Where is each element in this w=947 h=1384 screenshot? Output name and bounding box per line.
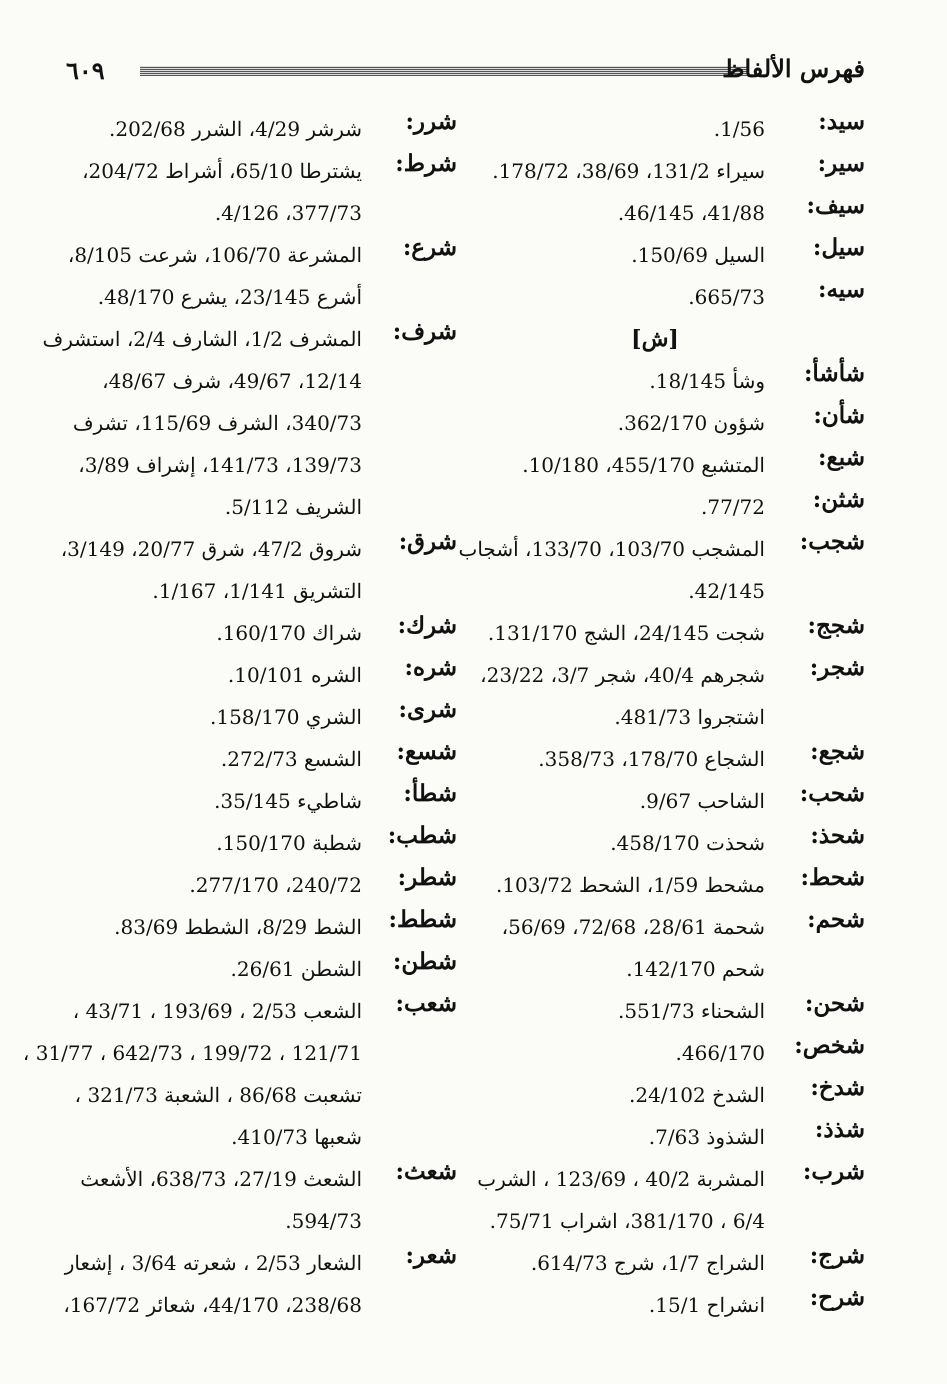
entry-headword: شذذ: xyxy=(814,1116,865,1143)
index-entry xyxy=(475,738,865,780)
index-entry xyxy=(475,108,865,150)
reference-line: الشط 8/29، الشطط 83/69. xyxy=(114,915,362,939)
entry-references xyxy=(45,234,362,318)
reference-line: الشعث 27/19، 638/73، الأشعث xyxy=(80,1167,362,1191)
reference-line: 466/170. xyxy=(675,1041,765,1065)
entry-references xyxy=(475,192,765,234)
reference-line: شعبها 410/73. xyxy=(231,1125,362,1149)
reference-line: الشره 10/101. xyxy=(227,663,362,687)
reference-line: المتشبع 455/170، 10/180. xyxy=(522,453,765,477)
index-entry xyxy=(475,234,865,276)
reference-line: سيراء 131/2، 38/69، 178/72. xyxy=(492,159,765,183)
entry-headword: شرع: xyxy=(402,234,457,261)
index-entry xyxy=(45,906,457,948)
index-entry xyxy=(475,192,865,234)
entry-headword: شرك: xyxy=(397,612,457,639)
entry-references xyxy=(475,276,765,318)
page-title: فهرس الألفاظ xyxy=(722,54,865,83)
reference-line: 6/4 ، 381/170، اشراب 75/71. xyxy=(489,1209,765,1233)
index-entry xyxy=(42,318,457,528)
entry-headword: شأن: xyxy=(813,402,865,429)
header-rule xyxy=(140,66,748,76)
reference-line: اشتجروا 481/73. xyxy=(614,705,765,729)
reference-line: 12/14، 49/67، شرف 48/67، xyxy=(102,369,362,393)
page-header xyxy=(0,52,947,92)
reference-line: السيل 150/69. xyxy=(631,243,765,267)
reference-line: المشجب 103/70، 133/70، أشجاب xyxy=(458,537,765,561)
entry-references xyxy=(45,822,362,864)
reference-line: الشعب 2/53 ، 193/69 ، 43/71 ، xyxy=(72,999,362,1023)
reference-line: أشرع 23/145، يشرع 48/170. xyxy=(97,285,362,309)
entry-references xyxy=(45,906,362,948)
reference-line: 1/56. xyxy=(713,117,765,141)
entry-references xyxy=(475,990,765,1032)
reference-line: الشجاع 178/70، 358/73. xyxy=(538,747,765,771)
entry-headword: شرق: xyxy=(398,528,457,555)
reference-line: 41/88، 46/145. xyxy=(617,201,765,225)
entry-headword: سيد: xyxy=(818,108,865,135)
entry-headword: شأشأ: xyxy=(803,360,865,387)
entry-references xyxy=(475,1284,765,1326)
entry-headword: شعب: xyxy=(395,990,457,1017)
entry-references xyxy=(475,1242,765,1284)
reference-line: الشسع 272/73. xyxy=(220,747,362,771)
entry-references xyxy=(475,360,765,402)
right-column xyxy=(458,108,865,1326)
reference-line: 42/145. xyxy=(688,579,765,603)
reference-line: الشحناء 551/73. xyxy=(617,999,765,1023)
reference-line: الشدخ 24/102. xyxy=(629,1083,765,1107)
entry-references xyxy=(475,108,765,150)
entry-references xyxy=(475,822,765,864)
reference-line: شجت 24/145، الشج 131/170. xyxy=(487,621,765,645)
reference-line: شطبة 150/170. xyxy=(216,831,362,855)
entry-references xyxy=(45,654,362,696)
reference-line: شحم 142/170. xyxy=(626,957,765,981)
index-entry xyxy=(45,150,457,234)
entry-references xyxy=(475,1032,765,1074)
reference-line: التشريق 1/141، 1/167. xyxy=(152,579,362,603)
index-entry xyxy=(45,780,457,822)
reference-line: الشاحب 9/67. xyxy=(639,789,765,813)
reference-line: شراك 160/170. xyxy=(216,621,362,645)
reference-line: مشحط 1/59، الشحط 103/72. xyxy=(495,873,765,897)
entry-references xyxy=(45,528,362,612)
reference-line: 238/68، 44/170، شعائر 167/72، xyxy=(63,1293,362,1317)
index-entry xyxy=(475,1074,865,1116)
reference-line: 139/73، 141/73، إشراف 3/89، xyxy=(78,453,362,477)
entry-references xyxy=(475,654,765,738)
index-entry xyxy=(45,528,457,612)
index-entry xyxy=(475,1284,865,1326)
index-entry xyxy=(475,612,865,654)
reference-line: المشرف 1/2، الشارف 2/4، استشرف xyxy=(42,327,362,351)
entry-headword: شرر: xyxy=(405,108,457,135)
index-entry xyxy=(475,276,865,318)
index-entry xyxy=(475,486,865,528)
index-entry xyxy=(475,654,865,738)
entry-references xyxy=(45,780,362,822)
entry-headword: شرب: xyxy=(802,1158,865,1185)
entry-references xyxy=(42,318,362,528)
entry-references xyxy=(475,1116,765,1158)
index-entry xyxy=(475,906,865,990)
entry-references xyxy=(22,990,362,1158)
reference-line: الشعار 2/53 ، شعرته 3/64 ، إشعار xyxy=(64,1251,362,1275)
entry-headword: شحن: xyxy=(804,990,865,1017)
index-entry xyxy=(45,108,457,150)
entry-references xyxy=(45,948,362,990)
page-number: ٦٠٩ xyxy=(66,56,105,85)
reference-line: وشأ 18/145. xyxy=(649,369,765,393)
entry-headword: شحذ: xyxy=(810,822,865,849)
reference-line: شحمة 28/61، 72/68، 56/69، xyxy=(501,915,765,939)
left-column xyxy=(22,108,457,1326)
entry-references xyxy=(458,528,765,612)
reference-line: شجرهم 40/4، شجر 3/7، 23/22، xyxy=(480,663,765,687)
index-entry xyxy=(458,528,865,612)
entry-headword: شره: xyxy=(404,654,457,681)
index-entry xyxy=(475,1116,865,1158)
reference-line: الشري 158/170. xyxy=(210,705,362,729)
index-entry xyxy=(475,444,865,486)
index-entry xyxy=(45,612,457,654)
index-entry xyxy=(45,234,457,318)
entry-references xyxy=(475,150,765,192)
entry-headword: شدخ: xyxy=(810,1074,865,1101)
index-entry xyxy=(45,948,457,990)
reference-line: الشذوذ 7/63. xyxy=(648,1125,765,1149)
reference-line: شاطيء 35/145. xyxy=(214,789,362,813)
entry-headword: شحم: xyxy=(807,906,865,933)
index-entry xyxy=(45,1242,457,1326)
entry-references xyxy=(475,486,765,528)
entry-headword: سيل: xyxy=(812,234,865,261)
reference-line: 121/71 ، 199/72 ، 642/73 ، 31/77 ، xyxy=(22,1041,362,1065)
entry-references xyxy=(475,738,765,780)
index-entry xyxy=(45,864,457,906)
entry-headword: سير: xyxy=(817,150,865,177)
reference-line: الشطن 26/61. xyxy=(230,957,362,981)
entry-references xyxy=(45,696,362,738)
entry-references xyxy=(475,444,765,486)
reference-line: شرشر 4/29، الشرر 202/68. xyxy=(109,117,362,141)
index-entry xyxy=(45,696,457,738)
entry-headword: شجر: xyxy=(809,654,865,681)
entry-headword: شثن: xyxy=(812,486,865,513)
reference-line: 377/73، 4/126. xyxy=(214,201,362,225)
entry-headword: شطأ: xyxy=(403,780,457,807)
entry-references xyxy=(45,108,362,150)
index-entry xyxy=(475,822,865,864)
entry-headword: شرى: xyxy=(398,696,457,723)
entry-references xyxy=(475,906,765,990)
reference-line: 240/72، 277/170. xyxy=(189,873,362,897)
index-entry xyxy=(475,360,865,402)
index-entry xyxy=(475,402,865,444)
entry-references xyxy=(475,234,765,276)
entry-headword: شطن: xyxy=(392,948,457,975)
entry-references xyxy=(475,1074,765,1116)
reference-line: تشعبت 86/68 ، الشعبة 321/73 ، xyxy=(74,1083,362,1107)
reference-line: المشربة 40/2 ، 123/69 ، الشرب xyxy=(477,1167,765,1191)
entry-references xyxy=(475,612,765,654)
index-entry xyxy=(475,150,865,192)
index-entry xyxy=(45,654,457,696)
index-entry xyxy=(45,738,457,780)
entry-headword: شجع: xyxy=(810,738,865,765)
index-entry xyxy=(475,1158,865,1242)
entry-headword: شطب: xyxy=(387,822,457,849)
index-entry xyxy=(475,864,865,906)
entry-references xyxy=(475,402,765,444)
index-entry xyxy=(45,1158,457,1242)
index-entry xyxy=(475,1242,865,1284)
reference-line: شحذت 458/170. xyxy=(610,831,765,855)
entry-headword: سيه: xyxy=(817,276,865,303)
reference-line: شؤون 362/170. xyxy=(617,411,765,435)
index-entry xyxy=(475,1032,865,1074)
entry-references xyxy=(45,1158,362,1242)
reference-line: انشراح 15/1. xyxy=(648,1293,765,1317)
reference-line: 77/72. xyxy=(701,495,765,519)
entry-headword: شعث: xyxy=(395,1158,457,1185)
entry-headword: شبع: xyxy=(818,444,865,471)
entry-headword: شحب: xyxy=(799,780,865,807)
entry-headword: شطط: xyxy=(388,906,457,933)
reference-line: يشترطا 65/10، أشراط 204/72، xyxy=(82,159,362,183)
entry-headword: شجب: xyxy=(799,528,865,555)
entry-references xyxy=(45,612,362,654)
entry-references xyxy=(45,738,362,780)
entry-headword: سيف: xyxy=(806,192,865,219)
reference-line: المشرعة 106/70، شرعت 8/105، xyxy=(67,243,362,267)
entry-references xyxy=(475,864,765,906)
reference-line: الشريف 5/112. xyxy=(224,495,362,519)
entry-references xyxy=(45,864,362,906)
reference-line: الشراج 1/7، شرج 614/73. xyxy=(530,1251,765,1275)
entry-references xyxy=(475,780,765,822)
index-entry xyxy=(22,990,457,1158)
reference-line: 665/73. xyxy=(688,285,765,309)
entry-headword: شطر: xyxy=(397,864,457,891)
entry-headword: شجج: xyxy=(807,612,865,639)
entry-headword: شعر: xyxy=(405,1242,457,1269)
entry-headword: شحط: xyxy=(800,864,865,891)
entry-headword: شسع: xyxy=(396,738,457,765)
index-entry xyxy=(45,822,457,864)
entry-headword: شرف: xyxy=(392,318,457,345)
index-entry xyxy=(475,990,865,1032)
reference-line: شروق 47/2، شرق 20/77، 3/149، xyxy=(60,537,362,561)
entry-headword: شرج: xyxy=(809,1242,865,1269)
reference-line: 340/73، الشرف 115/69، تشرف xyxy=(72,411,362,435)
entry-references xyxy=(45,150,362,234)
entry-references xyxy=(45,1242,362,1326)
section-heading: [ش] xyxy=(631,326,679,352)
reference-line: 594/73. xyxy=(285,1209,362,1233)
entry-references xyxy=(475,1158,765,1242)
entry-headword: شرح: xyxy=(809,1284,865,1311)
index-entry xyxy=(475,780,865,822)
entry-headword: شرط: xyxy=(395,150,457,177)
entry-headword: شخص: xyxy=(794,1032,865,1059)
